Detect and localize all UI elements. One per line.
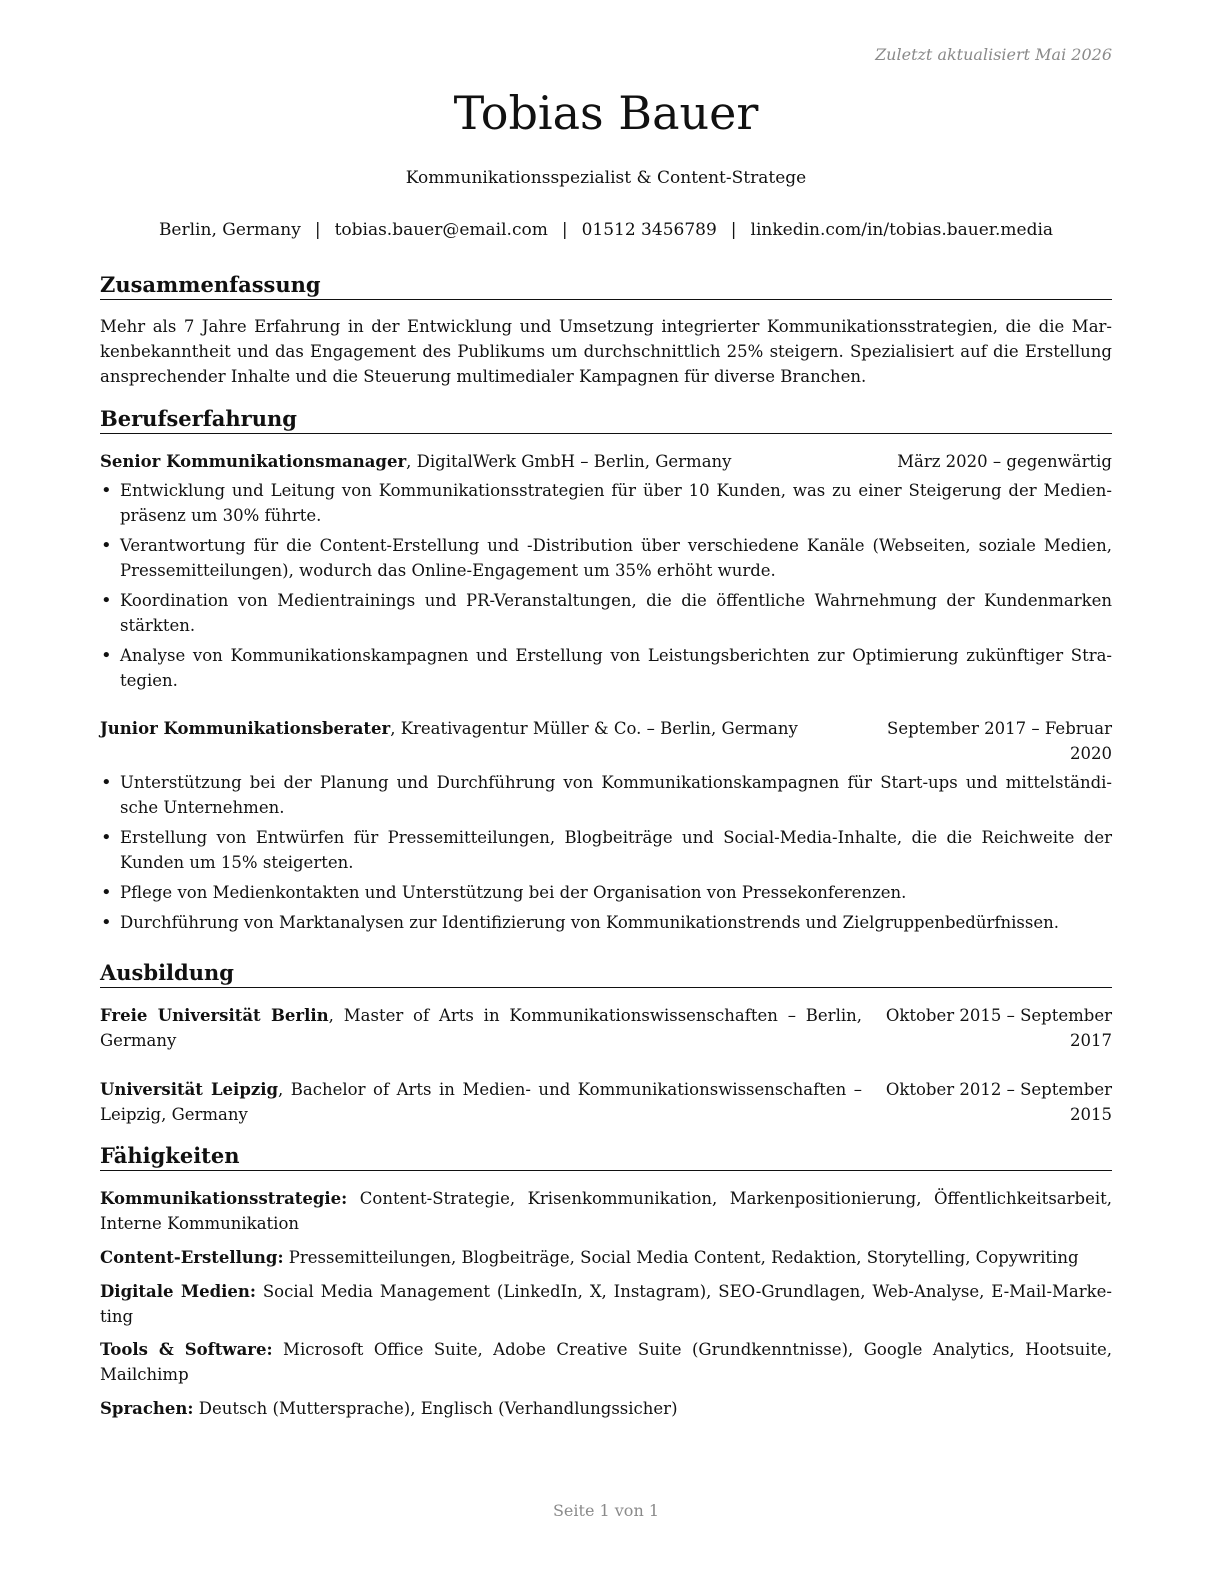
skill-label: Content-Erstellung: [100, 1248, 284, 1267]
contact-separator: | [730, 220, 737, 240]
resume-page [100, 0, 1112, 1584]
page-number: Seite 1 von 1 [552, 1501, 660, 1520]
education-dates: Oktober 2015 – September 2017 [885, 1006, 1112, 1050]
list-item: • Verantwortung für die Content-Erstellung und -Distribution über verschiedene Kanäle (Webseiten, soziale Medien, Pressemitteilungen), wodurch das Online-Engagement um 35% erhöht wurde. [100, 533, 1112, 583]
page-title: Tobias Bauer [453, 86, 759, 140]
summary-text: Mehr als 7 Jahre Erfahrung in der Entwicklung und Umsetzung integrierter Kommunikationsstrategien, die die Markenbekanntheit und das Engagement des Publikums um durchschnittlich 25% steigern. Spezialisiert auf die Erstellung ansprechender Inhalte und die Steuerung multimedialer Kampagnen für diverse Branchen. [100, 317, 1112, 386]
job-dates: September 2017 – Februar 2020 [887, 719, 1112, 763]
skill-label: Kommunikationsstrategie: [100, 1189, 348, 1208]
skill-value: Deutsch (Muttersprache), Englisch (Verhandlungssicher) [193, 1399, 678, 1418]
skill-value: Content-Strategie, Krisenkommunikation, Markenpositionierung, Öffentlichkeitsarbeit, Interne Kommunikation [100, 1189, 1112, 1233]
section-heading-education: Ausbildung [100, 960, 1112, 988]
section-heading-experience: Berufserfahrung [100, 406, 1112, 434]
education-entry [100, 1003, 1112, 1053]
education-entry [100, 1077, 1112, 1127]
list-item: • Erstellung von Entwürfen für Pressemitteilungen, Blogbeiträge und Social-Media-Inhalte, die die Reichweite der Kunden um 15% steigerten. [100, 825, 1112, 875]
job-bullets [100, 478, 1112, 693]
list-item: • Koordination von Medientrainings und PR-Veranstaltungen, die die öffentliche Wahrnehmung der Kundenmarken stärkten. [100, 588, 1112, 638]
job-bullets [100, 770, 1112, 935]
list-item: • Entwicklung und Leitung von Kommunikationsstrategien für über 10 Kunden, was zu einer Steigerung der Medienpräsenz um 30% führte. [100, 478, 1112, 528]
last-updated: Zuletzt aktualisiert Mai 2026 [875, 45, 1112, 64]
degree: , Bachelor of Arts in Medien- und Kommunikationswissenschaften – Leipzig, Germany [100, 1080, 862, 1124]
experience-section [100, 406, 1112, 434]
skill-row [100, 1337, 1112, 1387]
contact-separator: | [314, 220, 321, 240]
job-org: , Kreativagentur Müller & Co. – Berlin, Germany [390, 719, 798, 738]
list-item: • Pflege von Medienkontakten und Unterstützung bei der Organisation von Pressekonferenzen. [100, 880, 1112, 905]
summary-section [100, 272, 1112, 389]
skill-row [100, 1245, 1112, 1270]
job-entry [100, 449, 1112, 698]
section-heading-summary: Zusammenfassung [100, 272, 1112, 300]
contact-line [100, 220, 1112, 240]
list-item: • Analyse von Kommunikationskampagnen und Erstellung von Leistungsberichten zur Optimierung zukünftiger Strategien. [100, 643, 1112, 693]
school-name: Freie Universität Berlin [100, 1006, 329, 1025]
skills-section [100, 1143, 1112, 1171]
skill-label: Sprachen: [100, 1399, 194, 1418]
skill-row [100, 1396, 1112, 1421]
school-name: Universität Leipzig [100, 1080, 279, 1099]
job-title: Junior Kommunikationsberater [100, 719, 391, 738]
section-heading-skills: Fähigkeiten [100, 1143, 1112, 1171]
contact-linkedin[interactable]: linkedin.com/in/tobias.bauer.media [750, 220, 1054, 240]
skill-value: Microsoft Office Suite, Adobe Creative Suite (Grundkenntnisse), Google Analytics, Hootsuite, Mailchimp [100, 1340, 1113, 1384]
skill-row [100, 1279, 1112, 1329]
skill-label: Tools & Software: [100, 1340, 273, 1359]
skill-row [100, 1186, 1112, 1236]
education-dates: Oktober 2012 – September 2015 [885, 1080, 1112, 1124]
list-item: • Unterstützung bei der Planung und Durchführung von Kommunikationskampagnen für Start-ups und mittelständische Unternehmen. [100, 770, 1112, 820]
contact-location: Berlin, Germany [158, 220, 301, 240]
subtitle: Kommunikationsspezialist & Content-Stratege [405, 168, 807, 188]
job-org: , DigitalWerk GmbH – Berlin, Germany [406, 452, 732, 471]
job-dates: März 2020 – gegenwärtig [897, 452, 1112, 471]
contact-email[interactable]: tobias.bauer@email.com [334, 220, 548, 240]
education-section [100, 960, 1112, 988]
skill-value: Social Media Management (LinkedIn, X, Instagram), SEO-Grundlagen, Web-Analyse, E-Mail-Marketing [100, 1282, 1112, 1326]
skill-value: Pressemitteilungen, Blogbeiträge, Social Media Content, Redaktion, Storytelling, Copywriting [283, 1248, 1079, 1267]
contact-phone[interactable]: 01512 3456789 [581, 220, 717, 240]
job-entry [100, 716, 1112, 940]
skill-label: Digitale Medien: [100, 1282, 256, 1301]
degree: , Master of Arts in Kommunikationswissenschaften – Berlin, Germany [100, 1006, 862, 1050]
contact-separator: | [561, 220, 568, 240]
list-item: • Durchführung von Marktanalysen zur Identifizierung von Kommunikationstrends und Zielgruppenbedürfnissen. [100, 910, 1112, 935]
job-title: Senior Kommunikationsmanager [100, 452, 407, 471]
